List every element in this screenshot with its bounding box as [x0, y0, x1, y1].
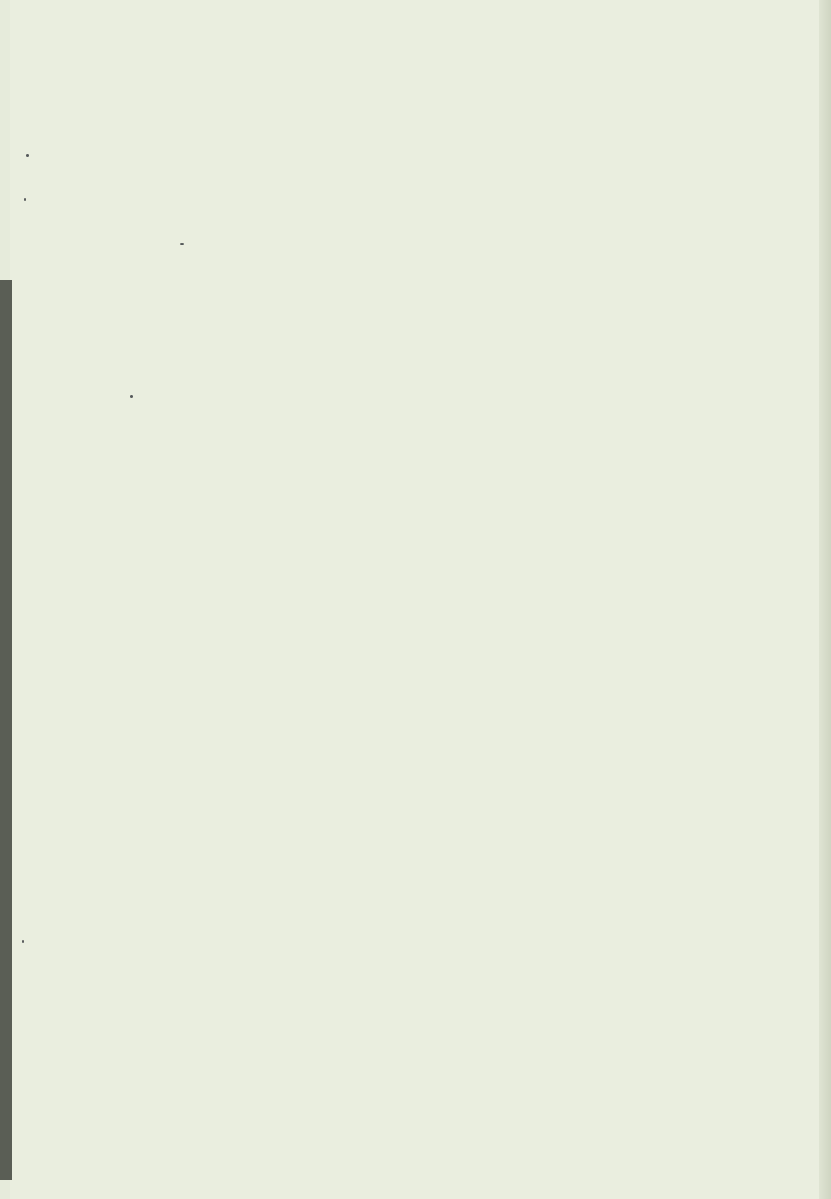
scan-speck [26, 154, 29, 157]
scan-edge-right [819, 0, 831, 1199]
legend-table [205, 95, 796, 1171]
scan-speck [130, 395, 133, 398]
scan-speck [24, 198, 26, 201]
scan-speck [22, 940, 24, 943]
scan-speck [180, 243, 184, 245]
scan-edge-left [0, 280, 12, 1180]
